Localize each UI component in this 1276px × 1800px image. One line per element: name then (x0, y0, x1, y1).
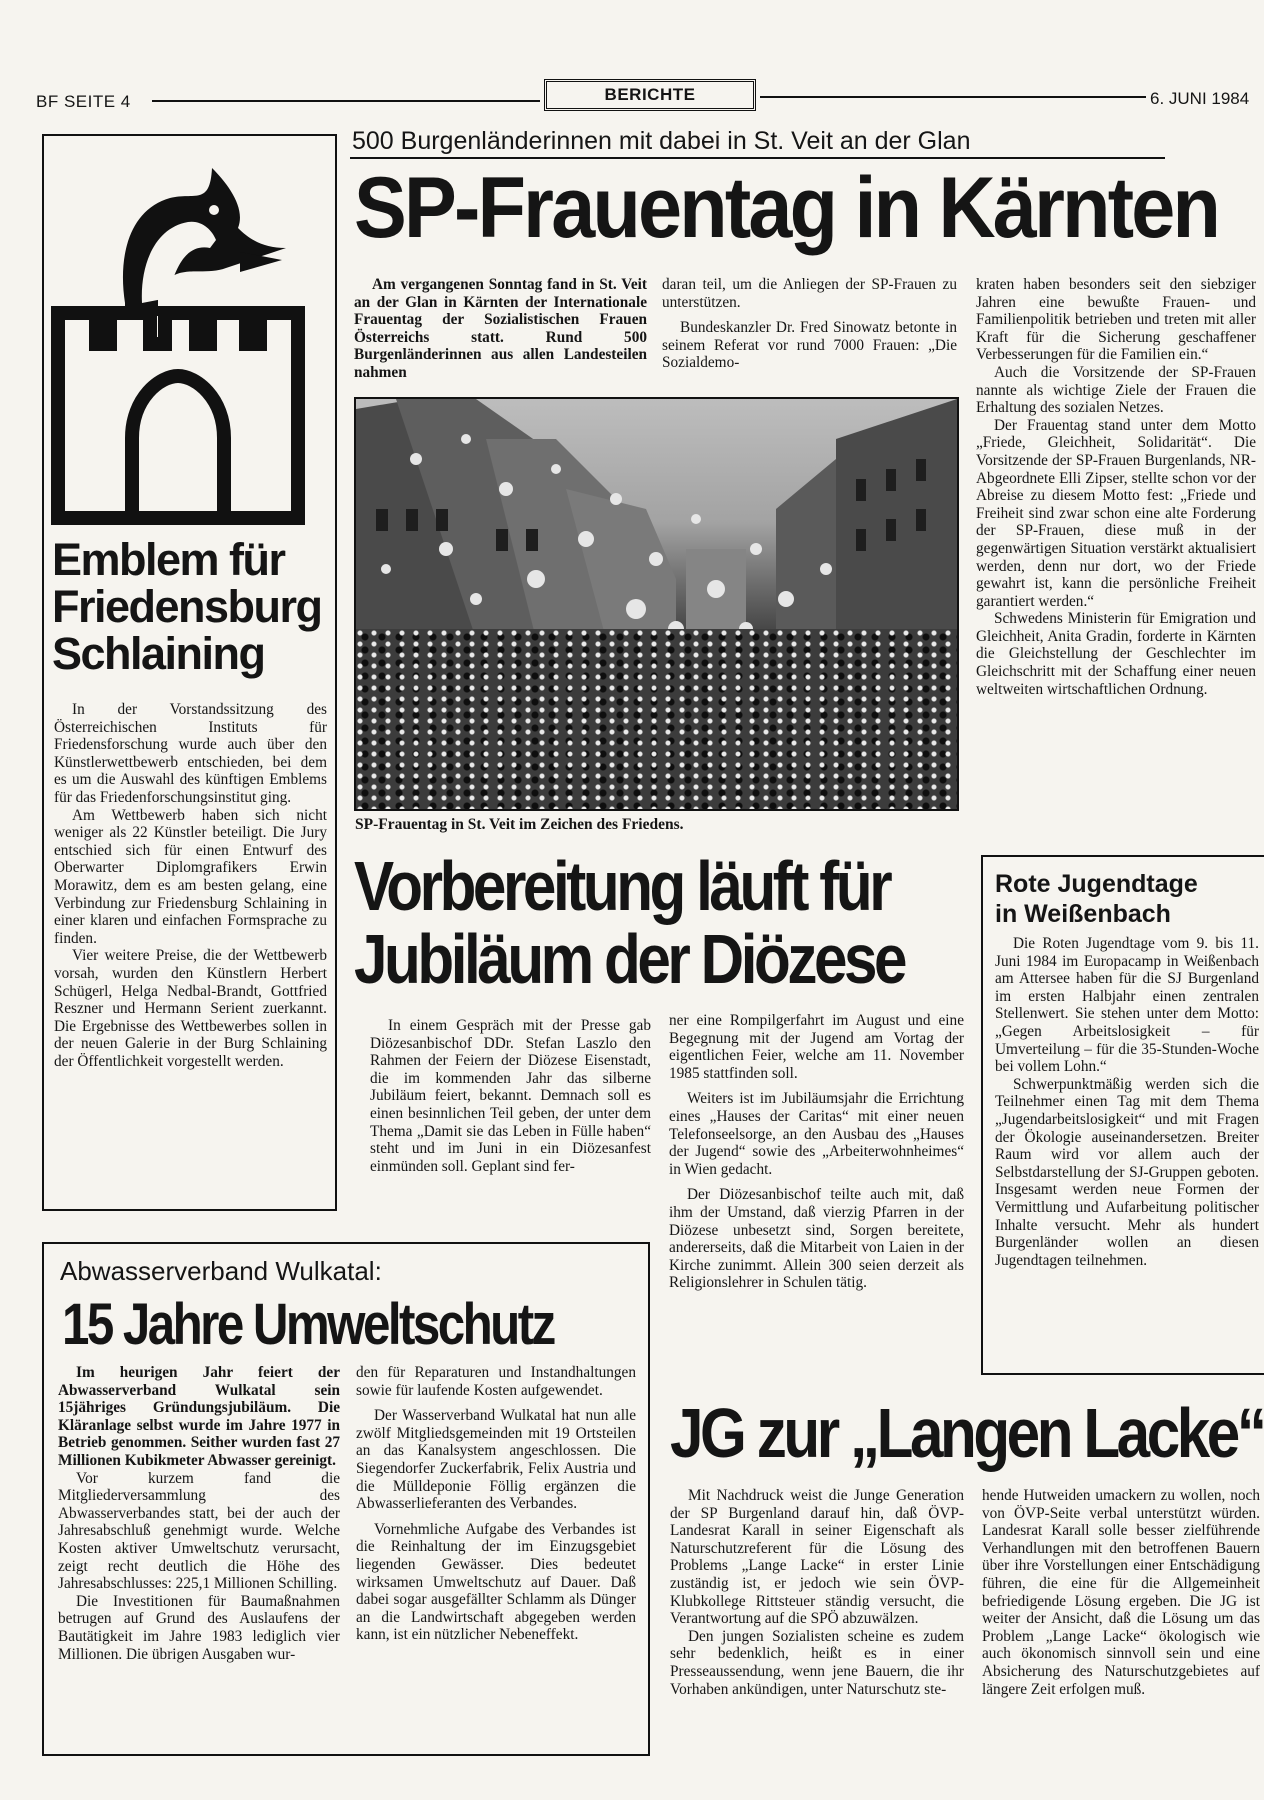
emblem-body: In der Vorstandssitzung des Österreichischen Instituts für Friedensforschung wurde auch über den Künstlerwettbewerb entschieden, bei dem es um die Auswahl des künftigen Emblems für das Friedenforschungsinstitut ging. Am Wettbewerb haben sich nicht weniger als 22 Künstler beteiligt. Die Jury entschied sich für einen Entwurf des Oberwarter Diplomgrafikers Erwin Morawitz, dem es am besten gelang, eine Verbindung zur Friedensburg Schlaining in einer klaren und einfachen Formsprache zu finden. Vier weitere Preise, die der Wettbewerb vorsah, wurden den Künstlern Herbert Schügerl, Helga Nedbal-Brandt, Gottfried Reszner und Hermann Serient zuerkannt. Die Ergebnisse des Wettbewerbes sollen in der neuen Galerie in der Burg Schlaining der Öffentlichkeit vorgestellt werden. (54, 701, 327, 1070)
lead-kicker: 500 Burgenländerinnen mit dabei in St. Veit an der Glan (352, 127, 971, 155)
lead-col-1: Am vergangenen Sonntag fand in St. Veit an der Glan in Kärnten der Internationale Frauentag der Sozialistischen Frauen Österreichs statt. Rund 500 Burgenländerinnen aus allen Landesteilen nahmen (354, 276, 647, 381)
header-rule-right (760, 96, 1146, 98)
abwasser-kicker: Abwasserverband Wulkatal: (60, 1256, 382, 1286)
photo-crowd (356, 629, 957, 809)
dioezese-headline: Vorbereitung läuft für Jubiläum der Diözese (354, 847, 905, 998)
frauentag-crowd-photo (354, 397, 959, 811)
abwasser-article-box (42, 1242, 650, 1756)
friedensburg-emblem-logo (50, 148, 330, 528)
abwasser-headline: 15 Jahre Umweltschutz (62, 1292, 554, 1357)
lead-col-3: kraten haben besonders seit den siebziger Jahren eine bewußte Frauen- und Familienpolitik betrieben und treten mit aller Kraft für die Sicherung geschaffener Verbesserungen für die Familien ein.“ Auch die Vorsitzende der SP-Frauen nannte als wichtige Ziele der Frauen die Erhaltung des sozialen Netzes. Der Frauentag stand unter dem Motto „Friede, Gleichheit, Solidarität“. Die Vorsitzende der SP-Frauen Burgenlands, NR-Abgeordnete Elli Zipser, stellte schon vor der Abreise zu diesem Motto fest: „Friede und Freiheit sind zwar schon eine alte Forderung der SP-Frauen, diese muß in der gegenwärtigen Situation verstärkt aktualisiert werden, denn nur dort, wo der Friede gewahrt ist, kann die persönliche Freiheit garantiert werden.“ Schwedens Ministerin für Emigration und Gleichheit, Anita Gradin, forderte in Kärnten die Gleichstellung der Geschlechter im Gleichschritt mit der Schaffung einer neuen weltweiten wirtschaftlichen Ordnung. (976, 276, 1256, 698)
jugendtage-headline: Rote Jugendtage in Weißenbach (995, 870, 1198, 928)
kicker-rule (350, 157, 1165, 159)
issue-date: 6. JUNI 1984 (1150, 89, 1250, 108)
jugendtage-article-box (981, 855, 1264, 1375)
lead-headline: SP-Frauentag in Kärnten (354, 160, 1219, 256)
dioezese-col-2: ner eine Rompilgerfahrt im August und eine Begegnung mit der Jugend am Vortag der eigentlichen Feier, welche am 11. November 1985 stattfinden soll. Weiters ist im Jubiläumsjahr die Errichtung eines „Hauses der Caritas“ mit einer neuen Telefonseelsorge, an den Ausbau des „Hauses der Jugend“ sowie des „Arbeiterwohnheimes“ in Wien gedacht. Der Diözesanbischof teilte auch mit, daß ihm der Umstand, daß vierzig Pfarren in der Diözese unbesetzt sind, Sorgen bereitete, andererseits, daß die Mitarbeit von Laien in der Kirche zunimmt. Allein 300 seien derzeit als Religionslehrer in Schulen tätig. (669, 1012, 964, 1292)
dioezese-col-1: In einem Gespräch mit der Presse gab Diözesanbischof DDr. Stefan Laszlo den Rahmen der Feiern der Diözese Eisenstadt, die im kommenden Jahr das silberne Jubiläum feiert, bekannt. Demnach soll es einen besinnlichen Teil geben, der unter dem Thema „Damit sie das Leben in Fülle haben“ steht und im Juni in ein Diözesanfest einmünden soll. Geplant sind fer- (370, 1017, 651, 1175)
emblem-article-box (42, 134, 337, 1211)
lacke-col-2: hende Hutweiden umackern zu wollen, noch von ÖVP-Seite verbal unterstützt würden. Landesrat Karall solle besser zielführende Verhandlungen mit den betroffenen Bauern über ihre Vorstellungen einer Entschädigung führen, die eine für die Allgemeinheit befriedigende Lösung ergeben. Die JG ist weiter der Ansicht, daß die Lösung um das Problem „Lange Lacke“ ökologisch wie auch ökonomisch sinnvoll sein und eine Absicherung des Naturschutzgebietes auf längere Zeit erfolgen muß. (982, 1487, 1260, 1698)
section-label: BERICHTE (544, 79, 756, 111)
lacke-headline: JG zur „Langen Lacke“ (670, 1394, 1264, 1472)
photo-caption: SP-Frauentag in St. Veit im Zeichen des Friedens. (355, 816, 684, 833)
jugendtage-body: Die Roten Jugendtage vom 9. bis 11. Juni 1984 im Europacamp in Weißenbach am Attersee haben für die SJ Burgenland im ersten Halbjahr einen zentralen Stellenwert. Sie stehen unter dem Motto: „Gegen Arbeitslosigkeit – für Umverteilung – für die 35-Stunden-Woche bei vollem Lohn.“ Schwerpunktmäßig werden sich die Teilnehmer einen Tag mit dem Thema „Jugendarbeitslosigkeit“ und mit Fragen der Ökologie auseinandersetzen. Breiter Raum wird vor allem auch der Selbstdarstellung der SJ-Gruppen geboten. Insgesamt werden neue Formen der Vermittlung und Aufarbeitung politischer Inhalte versucht. Mehr als hundert Burgenländer wollen an diesen Jugendtagen teilnehmen. (995, 935, 1259, 1269)
abwasser-col-2: den für Reparaturen und Instandhaltungen sowie für laufende Kosten aufgewendet. Der Wasserverband Wulkatal hat nun alle zwölf Mitgliedsgemeinden mit 19 Ortsteilen an das Kanalsystem angeschlossen. Die Siegendorfer Zuckerfabrik, Felix Austria und die Mülldeponie Föllig ergänzen die Abwasserlieferanten des Verbandes. Vornehmliche Aufgabe des Verbandes ist die Reinhaltung der im Einzugsgebiet liegenden Gewässer. Dies bedeutet wirksamen Umweltschutz auf Dauer. Daß dabei sogar ausgefällter Schlamm als Dünger an die Landwirtschaft abgegeben werden kann, ist ein nützlicher Nebeneffekt. (356, 1364, 636, 1644)
header-rule-left (152, 100, 540, 102)
lacke-col-1: Mit Nachdruck weist die Junge Generation der SP Burgenland darauf hin, daß ÖVP-Landesrat Karall in seiner Eigenschaft als Naturschutzreferent für die Lösung des Problems „Lange Lacke“ in erster Linie zuständig ist, er jedoch wie sein ÖVP-Klubkollege Rittsteuer ständig versucht, die Verantwortung auf die SPÖ abzuwälzen. Den jungen Sozialisten scheine es zudem sehr bedenklich, heißt es in einer Presseaussendung, wenn jene Bauern, die ihr Vorhaben ankündigen, unter Naturschutz ste- (670, 1487, 964, 1698)
emblem-headline: Emblem für Friedensburg Schlaining (52, 534, 322, 679)
abwasser-col-1: Im heurigen Jahr feiert der Abwasserverband Wulkatal sein 15jähriges Gründungsjubiläum. Die Kläranlage selbst wurde im Jahre 1977 in Betrieb genommen. Seither wurden fast 27 Millionen Kubikmeter Abwasser gereinigt. Vor kurzem fand die Mitgliederversammlung des Abwasserverbandes statt, bei der auch der Jahresabschluß genehmigt wurde. Welche Kosten aktiver Umweltschutz verursacht, zeigt recht deutlich die Höhe des Jahresabschlusses: 225,1 Millionen Schilling. Die Investitionen für Baumaßnahmen betrugen auf Grund des Auslaufens der Bautätigkeit im Jahre 1983 lediglich vier Millionen. Die übrigen Ausgaben wur- (58, 1364, 340, 1663)
page-number: BF SEITE 4 (36, 92, 131, 111)
lead-col-2: daran teil, um die Anliegen der SP-Frauen zu unterstützen. Bundeskanzler Dr. Fred Sinowatz betonte in seinem Referat vor rund 7000 Frauen: „Die Sozialdemo- (662, 276, 957, 372)
